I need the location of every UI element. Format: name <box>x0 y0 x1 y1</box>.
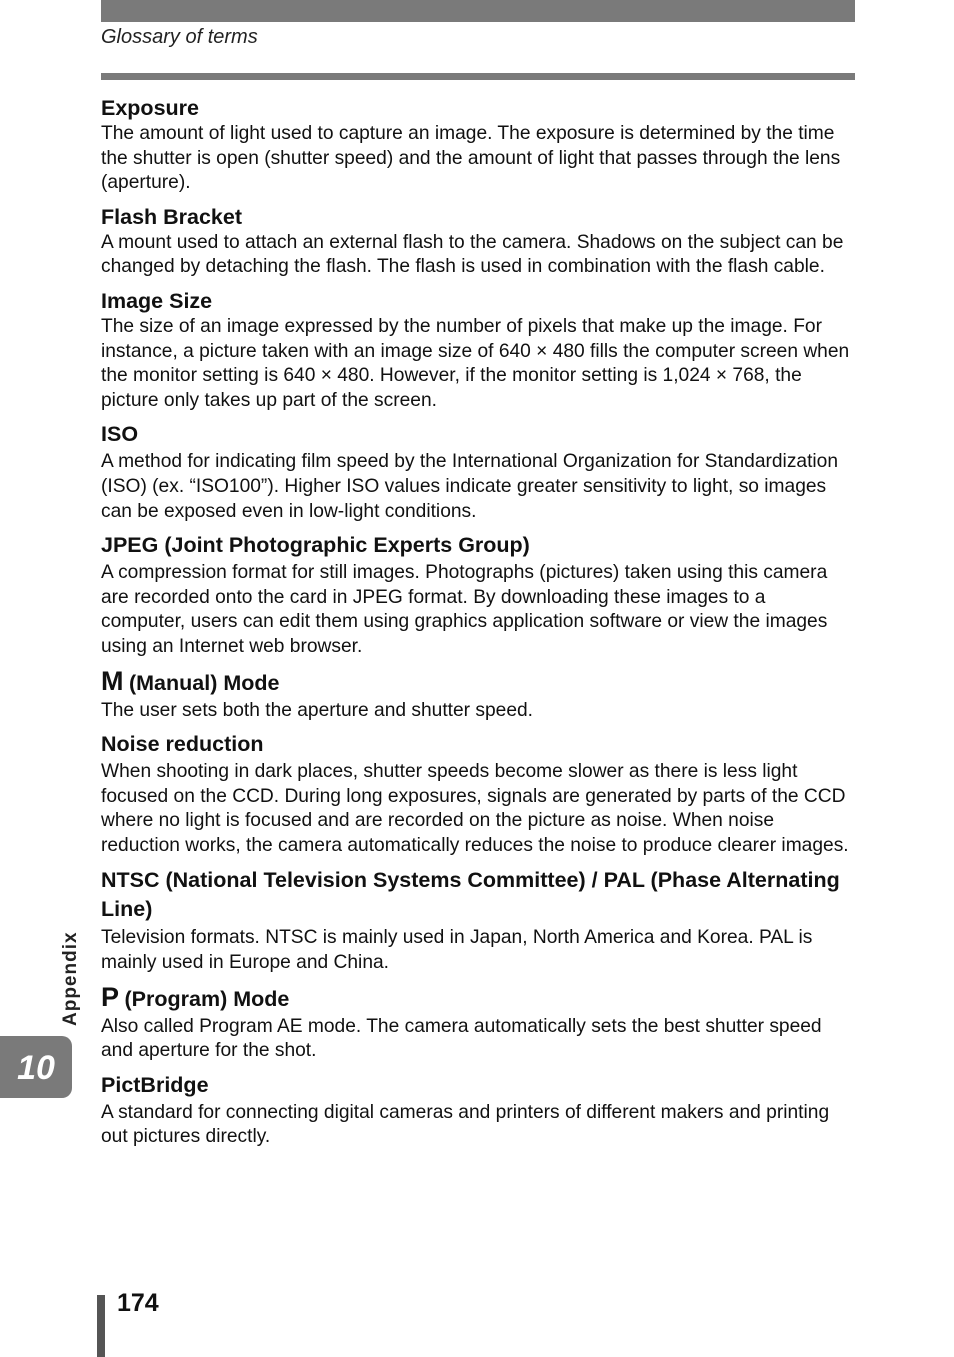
chapter-number: 10 <box>17 1049 55 1087</box>
glossary-entry-flash-bracket <box>101 204 855 280</box>
page-header-title: Glossary of terms <box>101 26 258 48</box>
glossary-entry-ntsc-pal <box>101 866 855 975</box>
entry-definition: A standard for connecting digital cameras and printers of different makers and printing out pictures directly. <box>101 1101 830 1148</box>
entry-term: Image Size <box>101 288 213 313</box>
entry-definition: A method for indicating film speed by the International Organization for Standardization (ISO) (ex. “ISO100”). Higher ISO values indicate greater sensitivity to light, so images can be exposed even in low-light conditions. <box>101 451 839 522</box>
glossary-content <box>101 95 855 1150</box>
entry-definition: The user sets both the aperture and shutter speed. <box>101 699 533 721</box>
glossary-entry-pictbridge <box>101 1072 855 1150</box>
header-rule <box>101 73 855 80</box>
entry-definition: A mount used to attach an external flash to the camera. Shadows on the subject can be changed by detaching the flash. The flash is used in combination with the flash cable. <box>101 231 844 278</box>
page-number-bar <box>97 1295 105 1357</box>
glossary-entry-iso <box>101 421 855 524</box>
entry-definition: The amount of light used to capture an image. The exposure is determined by the time the shutter is open (shutter speed) and the amount of light that passes through the lens (aperture). <box>101 123 841 194</box>
header-bar <box>101 0 855 22</box>
glossary-entry-program-mode <box>101 981 855 1064</box>
entry-definition: The size of an image expressed by the number of pixels that make up the image. For instance, a picture taken with an image size of 640 × 480 fills the computer screen when the monitor setting is 640 × 480. However, if the monitor setting is 1,024 × 768, the picture only takes up part of the screen. <box>101 315 850 411</box>
entry-term: NTSC (National Television Systems Committee) / PAL (Phase Alternating Line) <box>101 868 840 922</box>
entry-term: Flash Bracket <box>101 204 243 229</box>
program-mode-icon: P <box>101 981 119 1012</box>
entry-term: PictBridge <box>101 1072 209 1097</box>
glossary-entry-manual-mode <box>101 665 855 724</box>
entry-definition: Television formats. NTSC is mainly used in Japan, North America and Korea. PAL is mainly used in Europe and China. <box>101 927 813 974</box>
entry-definition: When shooting in dark places, shutter speeds become slower as there is less light focused on the CCD. During long exposures, signals are generated by parts of the CCD where no light is focused and are recorded on the picture as noise. When noise reduction works, the camera automatically reduces the noise to produce clearer images. <box>101 761 849 856</box>
glossary-entry-exposure <box>101 95 855 196</box>
glossary-entry-image-size <box>101 288 855 413</box>
entry-term: Noise reduction <box>101 732 264 757</box>
glossary-entry-noise-reduction <box>101 731 855 858</box>
entry-term-row <box>101 981 855 1013</box>
glossary-entry-jpeg <box>101 532 855 659</box>
entry-term: Exposure <box>101 96 199 120</box>
entry-term: (Program) Mode <box>124 986 290 1011</box>
entry-term: ISO <box>101 422 139 447</box>
entry-term: JPEG (Joint Photographic Experts Group) <box>101 533 530 558</box>
page-number: 174 <box>117 1289 159 1317</box>
entry-term: (Manual) Mode <box>128 670 280 695</box>
side-tab-label: Appendix <box>60 931 81 1026</box>
manual-mode-icon: M <box>101 665 123 696</box>
entry-term-row <box>101 665 855 697</box>
entry-definition: Also called Program AE mode. The camera automatically sets the best shutter speed and aperture for the shot. <box>101 1015 822 1062</box>
entry-definition: A compression format for still images. Photographs (pictures) taken using this camera are recorded onto the card in JPEG format. By downloading these images to a computer, users can edit them using graphics application software or view the images using an Internet web browser. <box>101 562 828 657</box>
